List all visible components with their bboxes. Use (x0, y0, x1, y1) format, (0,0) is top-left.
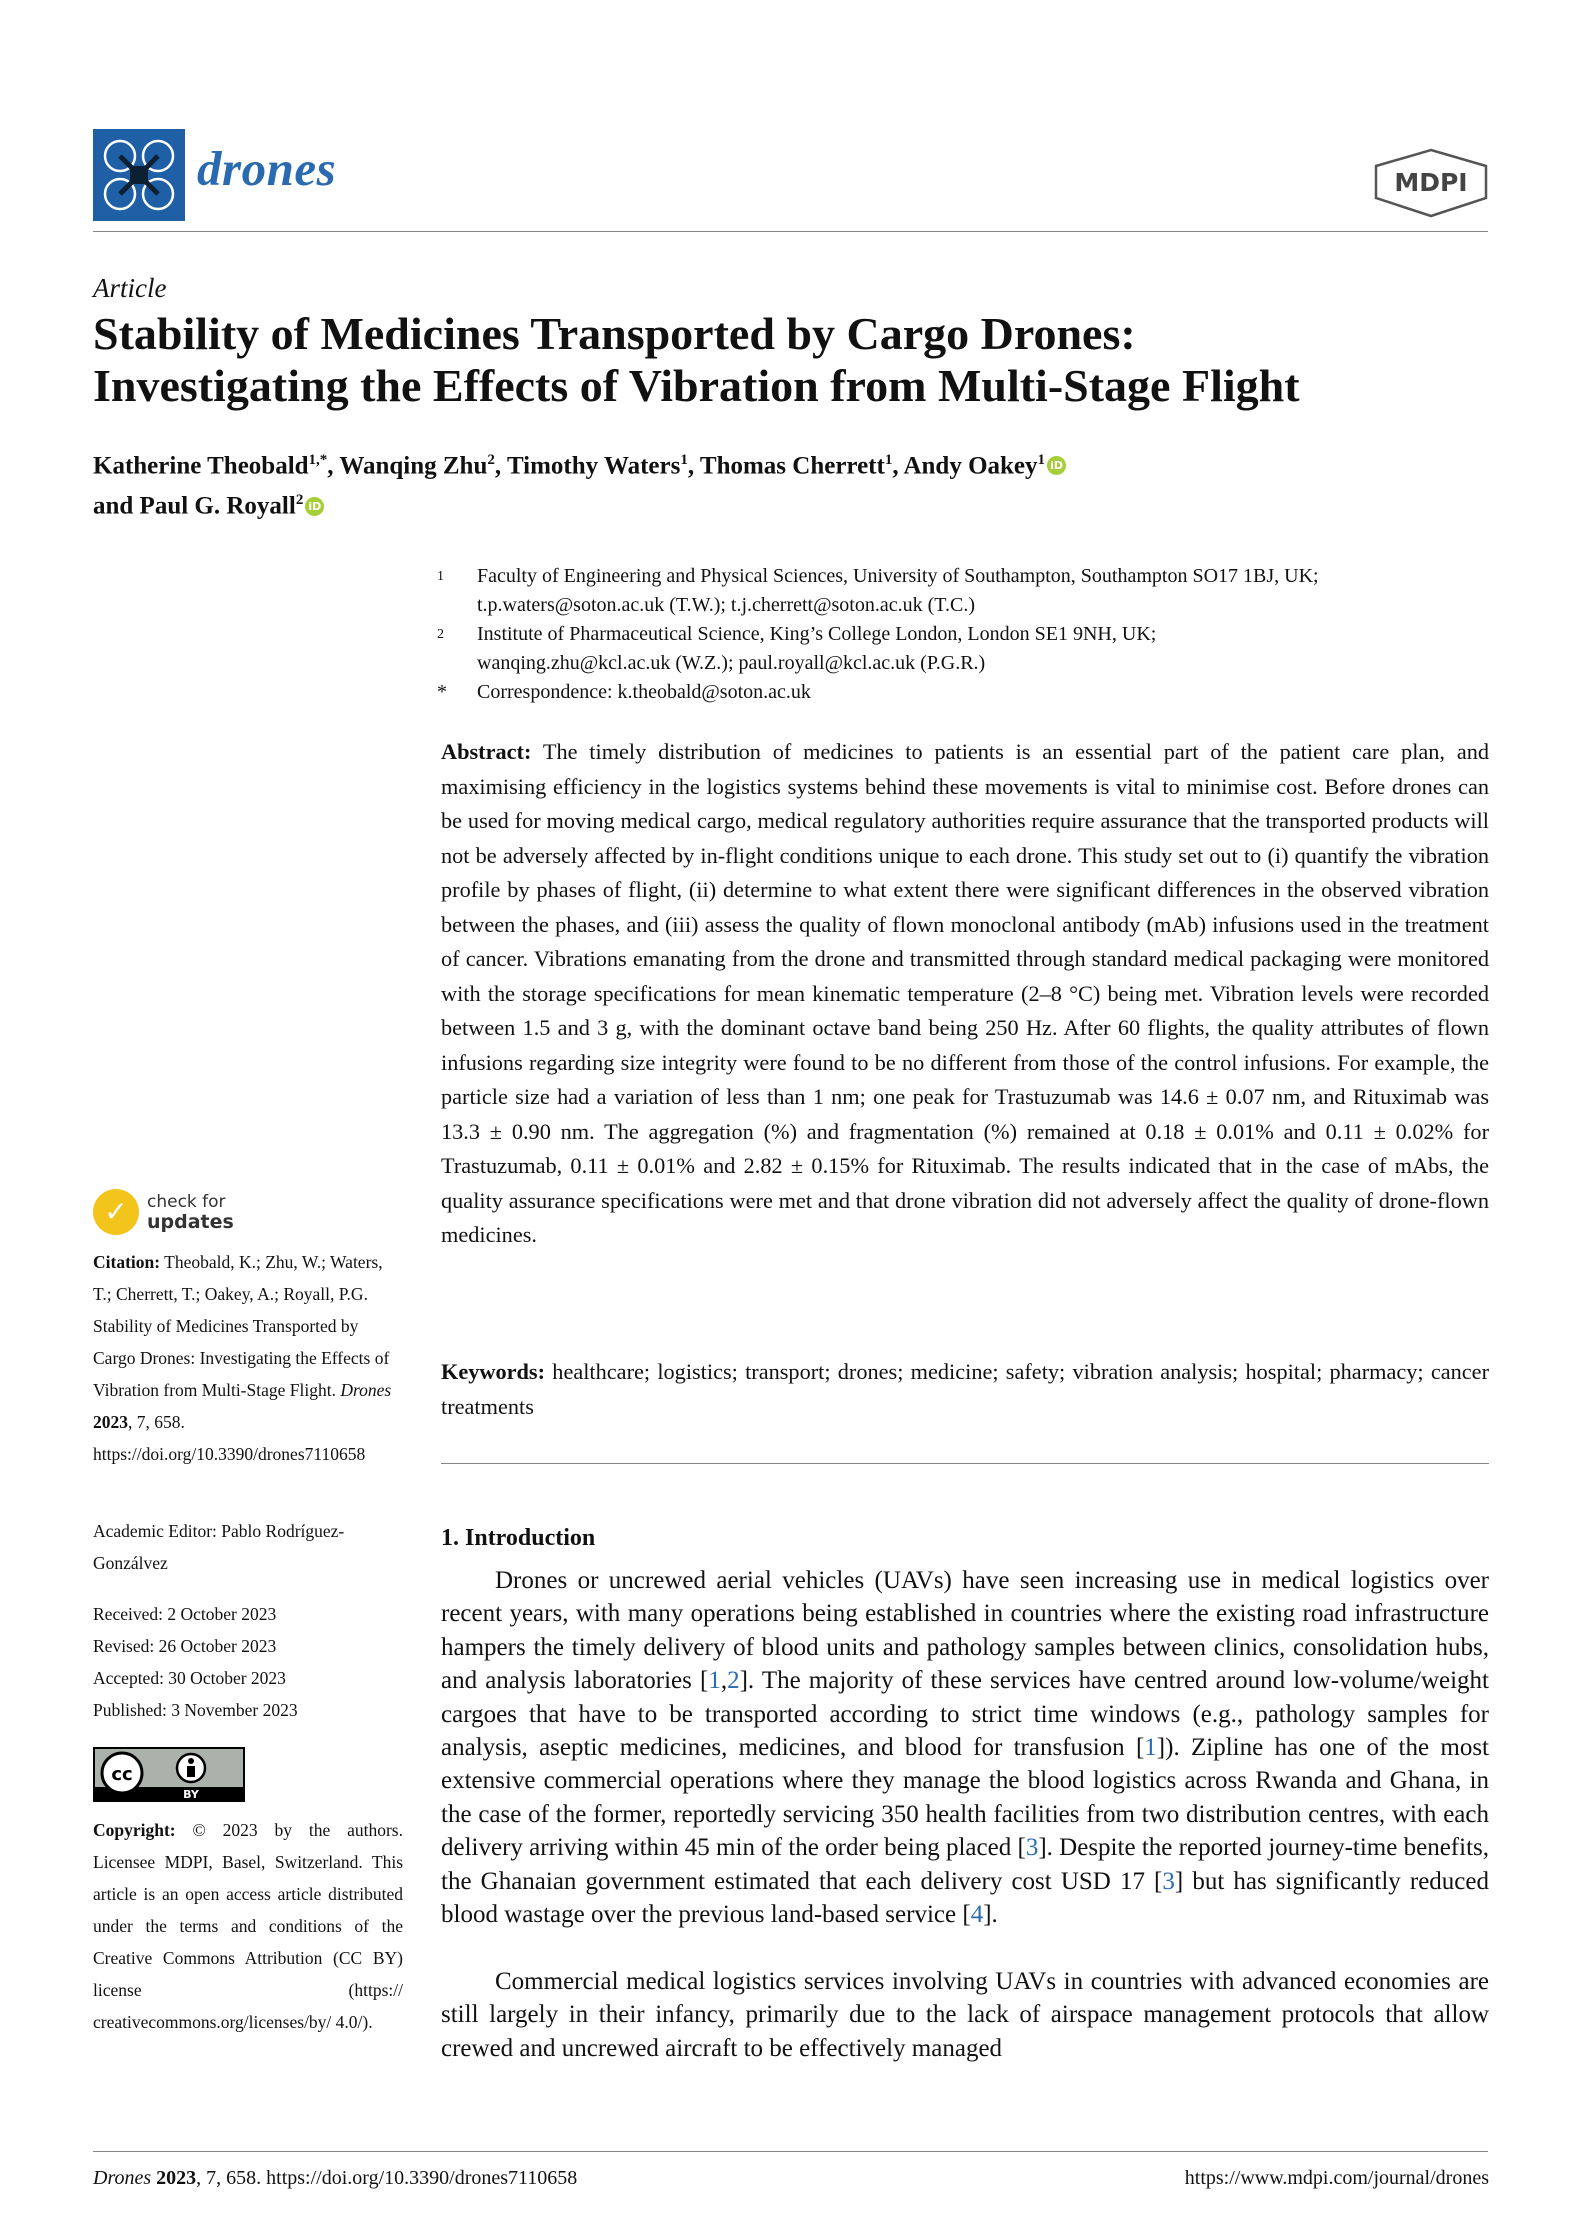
copyright-block (93, 1814, 403, 2038)
author-name: and Paul G. Royall (93, 492, 296, 520)
author-affiliation: 1 (680, 452, 688, 468)
paragraph-text: , (720, 1667, 728, 1695)
citation-journal: Drones (340, 1380, 392, 1400)
author-name: Katherine Theobald (93, 452, 309, 480)
author-list (93, 443, 1393, 524)
check-updates-line-1: check for (147, 1192, 226, 1212)
author-name: Wanqing Zhu (339, 452, 488, 480)
section-heading: 1. Introduction (441, 1525, 596, 1551)
keywords (441, 1355, 1489, 1424)
keywords-label: Keywords: (441, 1359, 546, 1384)
affiliation-mark: 1 (437, 569, 444, 584)
paragraph-text: Drones or uncrewed aerial vehicles (UAVs) have seen increasing use in medical logistics over recent years, with many operations being established in countries where the existing road infrastructure hampers the timely delivery of blood units and pathology samples between clinics, consolidation hubs, and analysis laboratories [ (441, 1567, 1489, 1695)
journal-logo-icon (93, 129, 185, 221)
citation-link[interactable]: 1 (708, 1667, 721, 1695)
author-affiliation: 2 (295, 492, 304, 509)
intro-paragraph-2 (441, 1965, 1489, 2065)
date-received: Received: 2 October 2023 (93, 1604, 277, 1624)
paragraph-text: ]. Despite the reported journey-time benefits, the Ghanaian government estimated that each delivery cost USD 17 [ (441, 1834, 1490, 1895)
cc-label: BY (183, 1788, 199, 1800)
footer-citation (93, 2167, 577, 2190)
author-name: Andy Oakey (903, 452, 1038, 480)
citation-link[interactable]: 3 (1162, 1867, 1175, 1895)
mdpi-logo-icon[interactable] (1372, 148, 1490, 223)
affiliation-mark: 2 (437, 627, 444, 642)
date-revised: Revised: 26 October 2023 (93, 1636, 277, 1656)
abstract-label: Abstract: (441, 739, 532, 764)
citation-link[interactable]: 1 (1144, 1734, 1157, 1762)
affiliation-text: Institute of Pharmaceutical Science, King’s College London, London SE1 9NH, UK; (477, 623, 1157, 645)
author-name: Thomas Cherrett (699, 452, 885, 480)
header-divider (93, 231, 1488, 232)
footer-journal-url[interactable]: https://www.mdpi.com/journal/drones (1184, 2167, 1489, 2189)
footer-divider (93, 2151, 1488, 2152)
footer-doi[interactable]: , 7, 658. https://doi.org/10.3390/drones7110658 (196, 2167, 578, 2189)
author-affiliation: 1 (1037, 452, 1046, 468)
title-line-1: Stability of Medicines Transported by Cargo Drones: (93, 308, 1136, 359)
paragraph-text: ]). Zipline has one of the most extensive commercial operations where they manage the blood logistics across Rwanda and Ghana, in the case of the former, reportedly servicing 350 health facilities from two distribution centres, with each delivery arriving within 45 min of the order being placed [ (441, 1734, 1490, 1862)
section-divider (441, 1463, 1489, 1464)
orcid-icon[interactable]: iD (1047, 456, 1066, 475)
article-title (93, 308, 1493, 412)
checkmark-icon: ✓ (93, 1189, 139, 1235)
affiliation-item (437, 620, 1487, 678)
cc-by-license-icon[interactable] (93, 1747, 245, 1802)
footer-year: 2023 (156, 2167, 197, 2189)
paragraph-text: ]. (983, 1901, 998, 1929)
citation-link[interactable]: 2 (727, 1667, 740, 1695)
author-line-2 (93, 483, 1393, 523)
svg-text:MDPI: MDPI (1394, 168, 1468, 197)
author-separator: , (494, 452, 507, 480)
affiliation-emails[interactable]: wanqing.zhu@kcl.ac.uk (W.Z.); paul.royall@kcl.ac.uk (P.G.R.) (477, 652, 986, 674)
paragraph-text: Commercial medical logistics services involving UAVs in countries with advanced economies are still largely in their infancy, primarily due to the lack of airspace management protocols that allow crewed and uncrewed aircraft to be effectively managed (441, 1968, 1489, 2062)
paragraph-text: ]. The majority of these services have centred around low-volume/weight cargoes that have to be transported according to strict time windows (e.g., pathology samples for analysis, aseptic medicines, medicines, and blood for transfusion [ (441, 1667, 1490, 1762)
affiliation-emails[interactable]: t.p.waters@soton.ac.uk (T.W.); t.j.cherrett@soton.ac.uk (T.C.) (477, 594, 975, 616)
abstract (441, 735, 1489, 1253)
publication-dates (93, 1598, 403, 1726)
svg-text:cc: cc (111, 1764, 133, 1785)
affiliation-item (437, 562, 1487, 620)
keywords-text: healthcare; logistics; transport; drones; medicine; safety; vibration analysis; hospital; pharmacy; cancer treatments (441, 1359, 1490, 1419)
author-affiliation: 1,* (308, 452, 328, 468)
affiliations (437, 562, 1487, 707)
citation-year: 2023 (93, 1412, 128, 1432)
date-accepted: Accepted: 30 October 2023 (93, 1668, 286, 1688)
intro-paragraph-1 (441, 1564, 1489, 1931)
abstract-text: The timely distribution of medicines to patients is an essential part of the patient care plan, and maximising efficiency in the logistics systems behind these movements is vital to minimise cost. Before drones can be used for moving medical cargo, medical regulatory authorities require assurance that the transported products will not be adversely affected by in-flight conditions unique to each drone. This study set out to (i) quantify the vibration profile by phases of flight, (ii) determine to what extent there were significant differences in the observed vibration between the phases, and (iii) assess the quality of flown monoclonal antibody (mAb) infusions used in the treatment of cancer. Vibrations emanating from the drone and transmitted through standard medical packaging were monitored with the storage specifications for mean kinematic temperature (2–8 °C) being met. Vibration levels were recorded between 1.5 and 3 g, with the dominant octave band being 250 Hz. After 60 flights, the quality attributes of flown infusions regarding size integrity were found to be no different from those of the control infusions. For example, the particle size had a variation of less than 1 nm; one peak for Trastuzumab was 14.6 ± 0.07 nm, and Rituximab was 13.3 ± 0.90 nm. The aggregation (%) and fragmentation (%) remained at 0.18 ± 0.01% and 0.11 ± 0.02% for Trastuzumab, 0.11 ± 0.01% and 2.82 ± 0.15% for Rituximab. The results indicated that in the case of mAbs, the quality assurance specifications were met and that drone vibration did not adversely affect the quality of drone-flown medicines. (441, 739, 1490, 1247)
footer-journal: Drones (93, 2167, 152, 2189)
check-updates-line-2: updates (147, 1211, 234, 1233)
affiliation-text: Faculty of Engineering and Physical Sciences, University of Southampton, Southampton SO17 1BJ, UK; (477, 565, 1319, 587)
correspondence-text[interactable]: Correspondence: k.theobald@soton.ac.uk (477, 681, 811, 703)
author-separator: , (892, 452, 904, 480)
title-line-2: Investigating the Effects of Vibration from Multi-Stage Flight (93, 360, 1300, 411)
paragraph-text: ] but has significantly reduced blood wastage over the previous land-based service [ (441, 1867, 1489, 1929)
author-separator: , (687, 452, 700, 480)
academic-editor: Academic Editor: Pablo Rodríguez-Gonzálvez (93, 1521, 345, 1573)
citation-block (93, 1246, 403, 1470)
correspondence (437, 678, 1487, 707)
author-affiliation: 2 (487, 452, 495, 468)
citation-link[interactable]: 3 (1025, 1834, 1039, 1862)
citation-label: Citation: (93, 1252, 161, 1272)
author-separator: , (327, 452, 340, 480)
author-line-1 (93, 443, 1393, 483)
article-type: Article (93, 273, 167, 303)
author-name: Timothy Waters (506, 452, 681, 480)
copyright-text: © 2023 by the authors. Licensee MDPI, Basel, Switzerland. This article is an open access article distributed under the terms and conditions of the Creative Commons Attribution (CC BY) license (https:// creativecommons.org/licenses/by/ 4.0/). (93, 1820, 403, 2032)
citation-text: Theobald, K.; Zhu, W.; Waters, T.; Cherrett, T.; Oakey, A.; Royall, P.G. Stability of Medicines Transported by Cargo Drones: Investigating the Effects of Vibration from Multi-Stage Flight. (93, 1252, 390, 1400)
affiliation-mark: * (437, 681, 447, 703)
citation-doi[interactable]: , 7, 658. https://doi.org/10.3390/drones7110658 (93, 1412, 366, 1464)
date-published: Published: 3 November 2023 (93, 1700, 298, 1720)
author-affiliation: 1 (884, 452, 893, 468)
journal-name[interactable]: drones (197, 141, 337, 196)
orcid-icon[interactable]: iD (305, 497, 324, 516)
check-for-updates-badge[interactable] (93, 1189, 234, 1235)
copyright-label: Copyright: (93, 1820, 176, 1840)
citation-link[interactable]: 4 (970, 1901, 984, 1929)
